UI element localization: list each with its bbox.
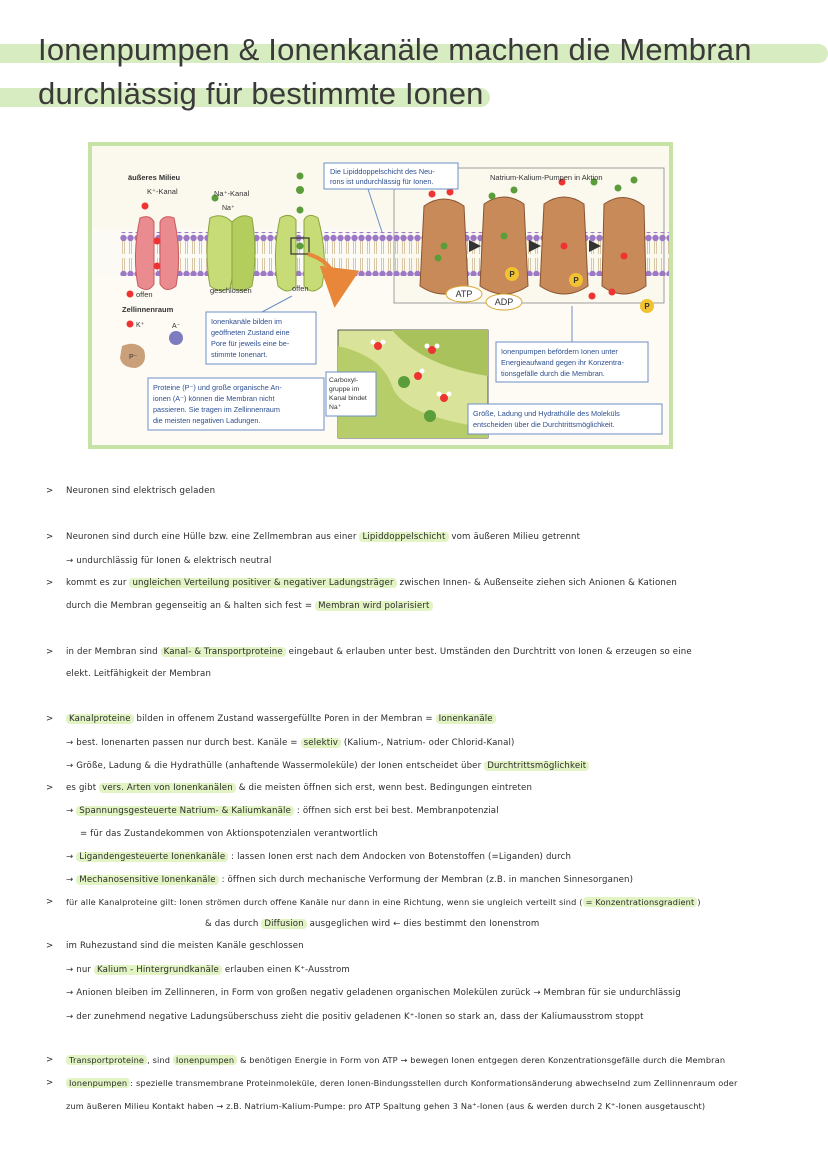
note-text: im Ruhezustand sind die meisten Kanäle geschlossen [66,941,304,951]
svg-text:Die Lipiddoppelschicht des Neu: Die Lipiddoppelschicht des Neu- [330,167,435,176]
note-line-19 [66,965,350,975]
label-anion: A⁻ [172,323,181,330]
svg-text:Proteine (P⁻) und große organi: Proteine (P⁻) und große organische An- [153,383,282,392]
page-title-line-2: durchlässig für bestimmte Ionen [38,76,484,111]
note-text: für alle Kanalproteine gilt: Ionen strömen durch offene Kanäle nur dann in eine Richtung, wenn sie ungleich verteilt sind ( [66,897,583,907]
highlight-term: ungleichen Verteilung positiver & negativer Ladungsträger [129,578,396,588]
note-text: : öffnen sich erst bei best. Membranpotenzial [296,806,499,816]
bullet: > [46,714,54,724]
page-title-line-1: Ionenpumpen & Ionenkanäle machen die Membran [38,32,752,67]
note-line-4 [66,578,677,588]
note-line-24 [66,1101,705,1111]
label-offen-k: offen [136,290,153,299]
note-line-20 [66,988,681,998]
bullet: > [46,783,54,793]
note-text: → der zunehmend negative Ladungsüberschuss zieht die positiv geladenen K⁺-Ionen so stark an, dass der Kaliumausstrom stoppt [66,1012,644,1022]
note-text: zwischen Innen- & Außenseite ziehen sich Anionen & Kationen [399,578,677,588]
bullet: > [46,532,54,542]
svg-text:P: P [573,276,579,285]
label-k-kanal: K⁺-Kanal [147,187,178,196]
note-line-1 [66,486,215,496]
note-line-12 [66,806,499,816]
note-text: : lassen Ionen erst nach dem Andocken von Botenstoffen (=Liganden) durch [231,852,572,862]
note-line-16 [66,897,701,907]
bullet: > [46,941,54,951]
note-line-6 [66,647,692,657]
note-text: → nur [66,965,92,975]
svg-text:Kanal bindet: Kanal bindet [329,395,367,402]
label-protein: P⁻ [129,354,138,361]
note-text: & das durch [205,919,259,929]
note-text: (Kalium-, Natrium- oder Chlorid-Kanal) [343,738,515,748]
highlight-term: Lipiddoppelschicht [359,532,448,542]
svg-text:Na⁺: Na⁺ [329,404,342,411]
svg-text:Größe, Ladung und Hydrathülle: Größe, Ladung und Hydrathülle des Moleküls [473,409,620,418]
svg-text:Pore für jeweils eine be-: Pore für jeweils eine be- [211,339,290,348]
note-text: : spezielle transmembrane Proteinmoleküle, deren Ionen-Bindungsstellen durch Konformationsänderung abwechselnd zum Zellinnenraum oder [130,1078,738,1088]
highlight-term: Diffusion [261,919,306,929]
note-text: & die meisten öffnen sich erst, wenn best. Bedingungen eintreten [238,783,533,793]
note-text: eingebaut & erlauben unter best. Umständen den Durchtritt von Ionen & erzeugen so eine [288,647,692,657]
highlight-term: Kanalproteine [66,714,134,724]
note-text: → Anionen bleiben im Zellinneren, in Form von großen negativ geladenen organischen Molekülen zurück → Membran für sie undurchlässig [66,988,681,998]
note-text: erlauben einen K⁺-Ausstrom [224,965,350,975]
note-text: es gibt [66,783,97,793]
note-text: durch die Membran gegenseitig an & halten sich fest = [66,601,313,611]
svg-text:stimmte Ionenart.: stimmte Ionenart. [211,350,268,359]
note-line-15 [66,875,633,885]
note-text: : öffnen sich durch mechanische Verformung der Membran (z.B. in manchen Sinnesorganen) [221,875,634,885]
svg-text:gruppe im: gruppe im [329,386,360,393]
note-text: Neuronen sind elektrisch geladen [66,486,216,496]
highlight-term: Mechanosensitive Ionenkanäle [76,875,218,885]
note-text: → undurchlässig für Ionen & elektrisch neutral [66,556,272,566]
note-line-3 [66,556,272,566]
note-text: ausgeglichen wird ← dies bestimmt den Ionenstrom [309,919,540,929]
note-text: → best. Ionenarten passen nur durch best. Kanäle = [66,738,298,748]
highlight-term: Ionenkanäle [436,714,496,724]
svg-text:Carboxyl-: Carboxyl- [329,377,359,384]
highlight-term: vers. Arten von Ionenkanälen [99,783,236,793]
note-text: elekt. Leitfähigkeit der Membran [66,669,212,679]
note-text: = für das Zustandekommen von Aktionspotenzialen verantwortlich [80,829,378,839]
note-line-10 [66,761,589,771]
svg-text:rons ist undurchlässig für Ion: rons ist undurchlässig für Ionen. [330,177,434,186]
note-text: zum äußeren Milieu Kontakt haben → z.B. Natrium-Kalium-Pumpe: pro ATP Spaltung gehen 3 Na⁺-Ionen (aus & werden durch 2 K⁺-Ionen ausgetauscht) [66,1101,706,1111]
bullet: > [46,647,54,657]
note-line-18 [66,941,304,951]
note-line-7 [66,669,211,679]
svg-text:Energieaufwand gegen ihr Konze: Energieaufwand gegen ihr Konzentra- [501,358,624,367]
note-text: in der Membran sind [66,647,158,657]
highlight-term: Transportproteine [66,1055,147,1065]
label-na-ion: Na⁺ [222,205,235,212]
note-text: → [66,852,74,862]
label-aeusseres-milieu: äußeres Milieu [128,173,181,182]
bullet: > [46,578,54,588]
svg-text:die meisten negativen Ladungen: die meisten negativen Ladungen. [153,416,261,425]
svg-text:geöffneten Zustand eine: geöffneten Zustand eine [211,328,290,337]
note-line-22 [66,1055,725,1065]
label-geschlossen: geschlossen [210,286,252,295]
svg-text:ionen (A⁻) können die Membran: ionen (A⁻) können die Membran nicht [153,394,275,403]
note-text: → Größe, Ladung & die Hydrathülle (anhaftende Wassermoleküle) der Ionen entscheidet über [66,761,482,771]
label-zellinnenraum: Zellinnenraum [122,305,174,314]
note-text: → [66,875,74,885]
svg-text:Ionenkanäle bilden im: Ionenkanäle bilden im [211,317,282,326]
svg-text:Ionenpumpen befördern Ionen un: Ionenpumpen befördern Ionen unter [501,347,618,356]
note-text: vom äußeren Milieu getrennt [451,532,581,542]
svg-text:passieren. Sie tragen im Zelli: passieren. Sie tragen im Zellinnenraum [153,405,280,414]
pump-title: Natrium-Kalium-Pumpen in Aktion [490,173,603,182]
label-k-ion: K⁺ [136,322,145,329]
svg-text:ATP: ATP [455,289,473,299]
highlight-term: selektiv [301,738,341,748]
label-offen-na: offen [292,284,309,293]
svg-text:tionsgefälle durch die Membran: tionsgefälle durch die Membran. [501,369,605,378]
highlight-term: Ligandengesteuerte Ionenkanäle [76,852,228,862]
note-line-23 [66,1078,737,1088]
svg-text:ADP: ADP [494,297,514,307]
note-line-13 [80,829,378,839]
svg-text:entscheiden über die Durchtrit: entscheiden über die Durchtrittsmöglichkeit. [473,420,615,429]
highlight-term: Kanal- & Transportproteine [161,647,286,657]
svg-text:P: P [644,302,650,311]
highlight-term: Ionenpumpen [66,1078,130,1088]
bullet: > [46,1078,54,1088]
note-line-5 [66,601,433,611]
highlight-term: Spannungsgesteuerte Natrium- & Kaliumkanäle [76,806,294,816]
note-text: , sind [147,1055,171,1065]
note-line-14 [66,852,571,862]
note-line-2 [66,532,580,542]
note-text: ) [697,897,701,907]
note-line-21 [66,1012,644,1022]
note-line-8 [66,714,496,724]
highlight-term: Durchtrittsmöglichkeit [484,761,589,771]
note-text: Neuronen sind durch eine Hülle bzw. eine Zellmembran aus einer [66,532,357,542]
svg-text:P: P [509,270,515,279]
bullet: > [46,1055,54,1065]
note-line-9 [66,738,515,748]
highlight-term: Ionenpumpen [173,1055,237,1065]
label-na-kanal: Na⁺-Kanal [214,189,250,198]
highlight-term: = Konzentrationsgradient [583,897,698,907]
note-text: kommt es zur [66,578,127,588]
highlight-term: Kalium - Hintergrundkanäle [94,965,222,975]
bullet: > [46,486,54,496]
highlight-term: Membran wird polarisiert [315,601,432,611]
note-text: & benötigen Energie in Form von ATP → bewegen Ionen entgegen deren Konzentrationsgefälle durch die Membran [239,1055,726,1065]
note-text: → [66,806,74,816]
note-line-11 [66,783,532,793]
note-line-17 [205,919,539,929]
bullet: > [46,897,54,907]
note-text: bilden in offenem Zustand wassergefüllte Poren in der Membran = [136,714,433,724]
